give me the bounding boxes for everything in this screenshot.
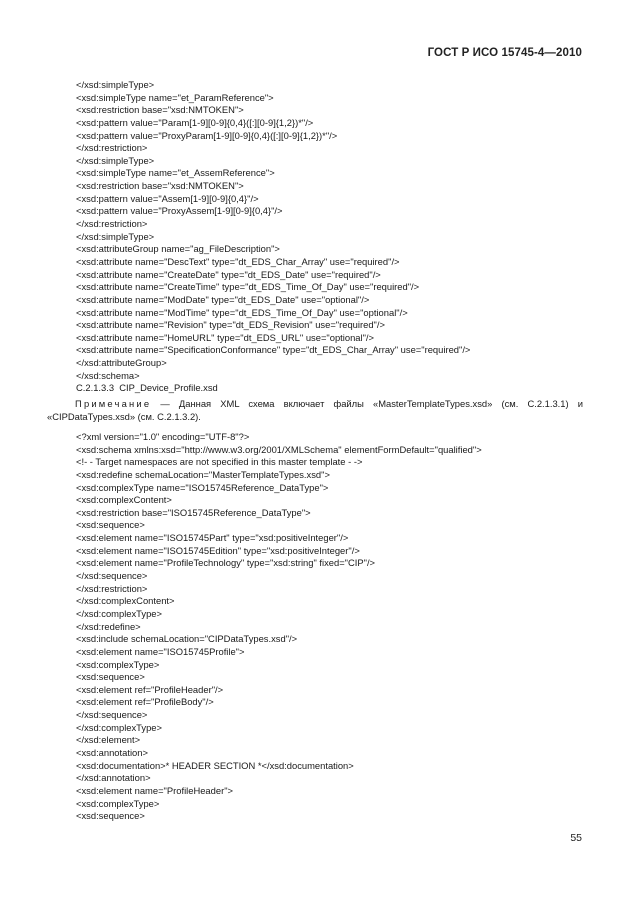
code-line: <xsd:pattern value="Assem[1-9][0-9]{0,4}"/>: [76, 192, 259, 204]
code-line: <xsd:pattern value="ProxyParam[1-9][0-9]{0,4}([:][0-9]{1,2})*"/>: [76, 129, 338, 141]
document-header: ГОСТ Р ИСО 15745-4—2010: [427, 47, 582, 59]
code-line: <xsd:documentation>* HEADER SECTION *</xsd:documentation>: [76, 759, 354, 771]
code-line: <xsd:complexType name="ISO15745Reference_DataType">: [76, 481, 329, 493]
code-line: <xsd:attribute name="ModTime" type="dt_EDS_Time_Of_Day" use="optional"/>: [76, 306, 408, 318]
code-line: <xsd:restriction base="xsd:NMTOKEN">: [76, 104, 244, 116]
code-line: <xsd:attribute name="CreateDate" type="dt_EDS_Date" use="required"/>: [76, 268, 381, 280]
code-line: <xsd:restriction base="ISO15745Reference_DataType">: [76, 506, 311, 518]
code-line: </xsd:simpleType>: [76, 230, 155, 242]
code-line: <xsd:annotation>: [76, 747, 148, 759]
code-line: <xsd:pattern value="Param[1-9][0-9]{0,4}([:][0-9]{1,2})*"/>: [76, 116, 314, 128]
code-line: <xsd:attribute name="HomeURL" type="dt_EDS_URL" use="optional"/>: [76, 331, 374, 343]
code-line: <xsd:complexType>: [76, 797, 160, 809]
code-line: <xsd:element name="ISO15745Part" type="xsd:positiveInteger"/>: [76, 532, 349, 544]
code-line: </xsd:complexType>: [76, 607, 162, 619]
code-line: </xsd:sequence>: [76, 709, 148, 721]
code-line: <xsd:attribute name="Revision" type="dt_EDS_Revision" use="required"/>: [76, 319, 385, 331]
code-line: <xsd:restriction base="xsd:NMTOKEN">: [76, 180, 244, 192]
code-line: <xsd:redefine schemaLocation="MasterTemplateTypes.xsd">: [76, 468, 330, 480]
code-line: <xsd:element ref="ProfileHeader"/>: [76, 683, 224, 695]
code-line: </xsd:simpleType>: [76, 79, 155, 90]
code-line: <xsd:simpleType name="et_ParamReference">: [76, 91, 274, 103]
code-line: <xsd:attributeGroup name="ag_FileDescription">: [76, 243, 280, 255]
code-line: </xsd:schema>: [76, 369, 140, 381]
code-line: <xsd:element ref="ProfileBody"/>: [76, 696, 214, 708]
code-line: </xsd:complexType>: [76, 721, 162, 733]
code-line: <xsd:element name="ProfileHeader">: [76, 784, 234, 796]
code-line: <xsd:element name="ISO15745Profile">: [76, 645, 245, 657]
note-text: — Данная XML схема включает файлы «MasterTemplateTypes.xsd» (см. C.2.1.3.1) и «CIPDataTypes.xsd» (см. C.2.1.3.2).: [47, 398, 583, 422]
code-line: </xsd:restriction>: [76, 218, 148, 230]
code-line: </xsd:attributeGroup>: [76, 357, 167, 369]
code-line: <xsd:attribute name="CreateTime" type="dt_EDS_Time_Of_Day" use="required"/>: [76, 281, 420, 293]
code-line: <?xml version="1.0" encoding="UTF-8"?>: [76, 431, 250, 442]
code-line: <xsd:element name="ProfileTechnology" type="xsd:string" fixed="CIP"/>: [76, 557, 376, 569]
code-line: </xsd:complexContent>: [76, 595, 175, 607]
code-line: </xsd:annotation>: [76, 772, 151, 784]
code-line: <xsd:complexContent>: [76, 494, 172, 506]
note-label: Примечание: [75, 398, 152, 409]
xsd-code-block-1: [76, 79, 470, 395]
code-line: </xsd:element>: [76, 734, 141, 746]
code-line: </xsd:restriction>: [76, 142, 148, 154]
code-line: <!- - Target namespaces are not specified in this master template - ->: [76, 456, 363, 468]
xsd-code-block-2: [76, 431, 482, 823]
code-line: </xsd:redefine>: [76, 620, 141, 632]
code-line: <xsd:attribute name="SpecificationConformance" type="dt_EDS_Char_Array" use="required"/>: [76, 344, 471, 356]
code-line: <xsd:sequence>: [76, 810, 145, 822]
code-line: <xsd:attribute name="ModDate" type="dt_EDS_Date" use="optional"/>: [76, 293, 370, 305]
code-line: C.2.1.3.3 CIP_Device_Profile.xsd: [76, 382, 218, 394]
page-number: 55: [570, 832, 582, 844]
code-line: <xsd:attribute name="DescText" type="dt_EDS_Char_Array" use="required"/>: [76, 255, 400, 267]
code-line: <xsd:pattern value="ProxyAssem[1-9][0-9]{0,4}"/>: [76, 205, 283, 217]
note-paragraph: [47, 397, 583, 423]
code-line: <xsd:sequence>: [76, 519, 145, 531]
code-line: </xsd:sequence>: [76, 570, 148, 582]
code-line: <xsd:include schemaLocation="CIPDataTypes.xsd"/>: [76, 633, 298, 645]
code-line: <xsd:complexType>: [76, 658, 160, 670]
code-line: <xsd:sequence>: [76, 671, 145, 683]
code-line: </xsd:restriction>: [76, 582, 148, 594]
code-line: <xsd:simpleType name="et_AssemReference">: [76, 167, 275, 179]
code-line: </xsd:simpleType>: [76, 154, 155, 166]
code-line: <xsd:schema xmlns:xsd="http://www.w3.org/2001/XMLSchema" elementFormDefault="qualified">: [76, 443, 482, 455]
code-line: <xsd:element name="ISO15745Edition" type="xsd:positiveInteger"/>: [76, 544, 360, 556]
